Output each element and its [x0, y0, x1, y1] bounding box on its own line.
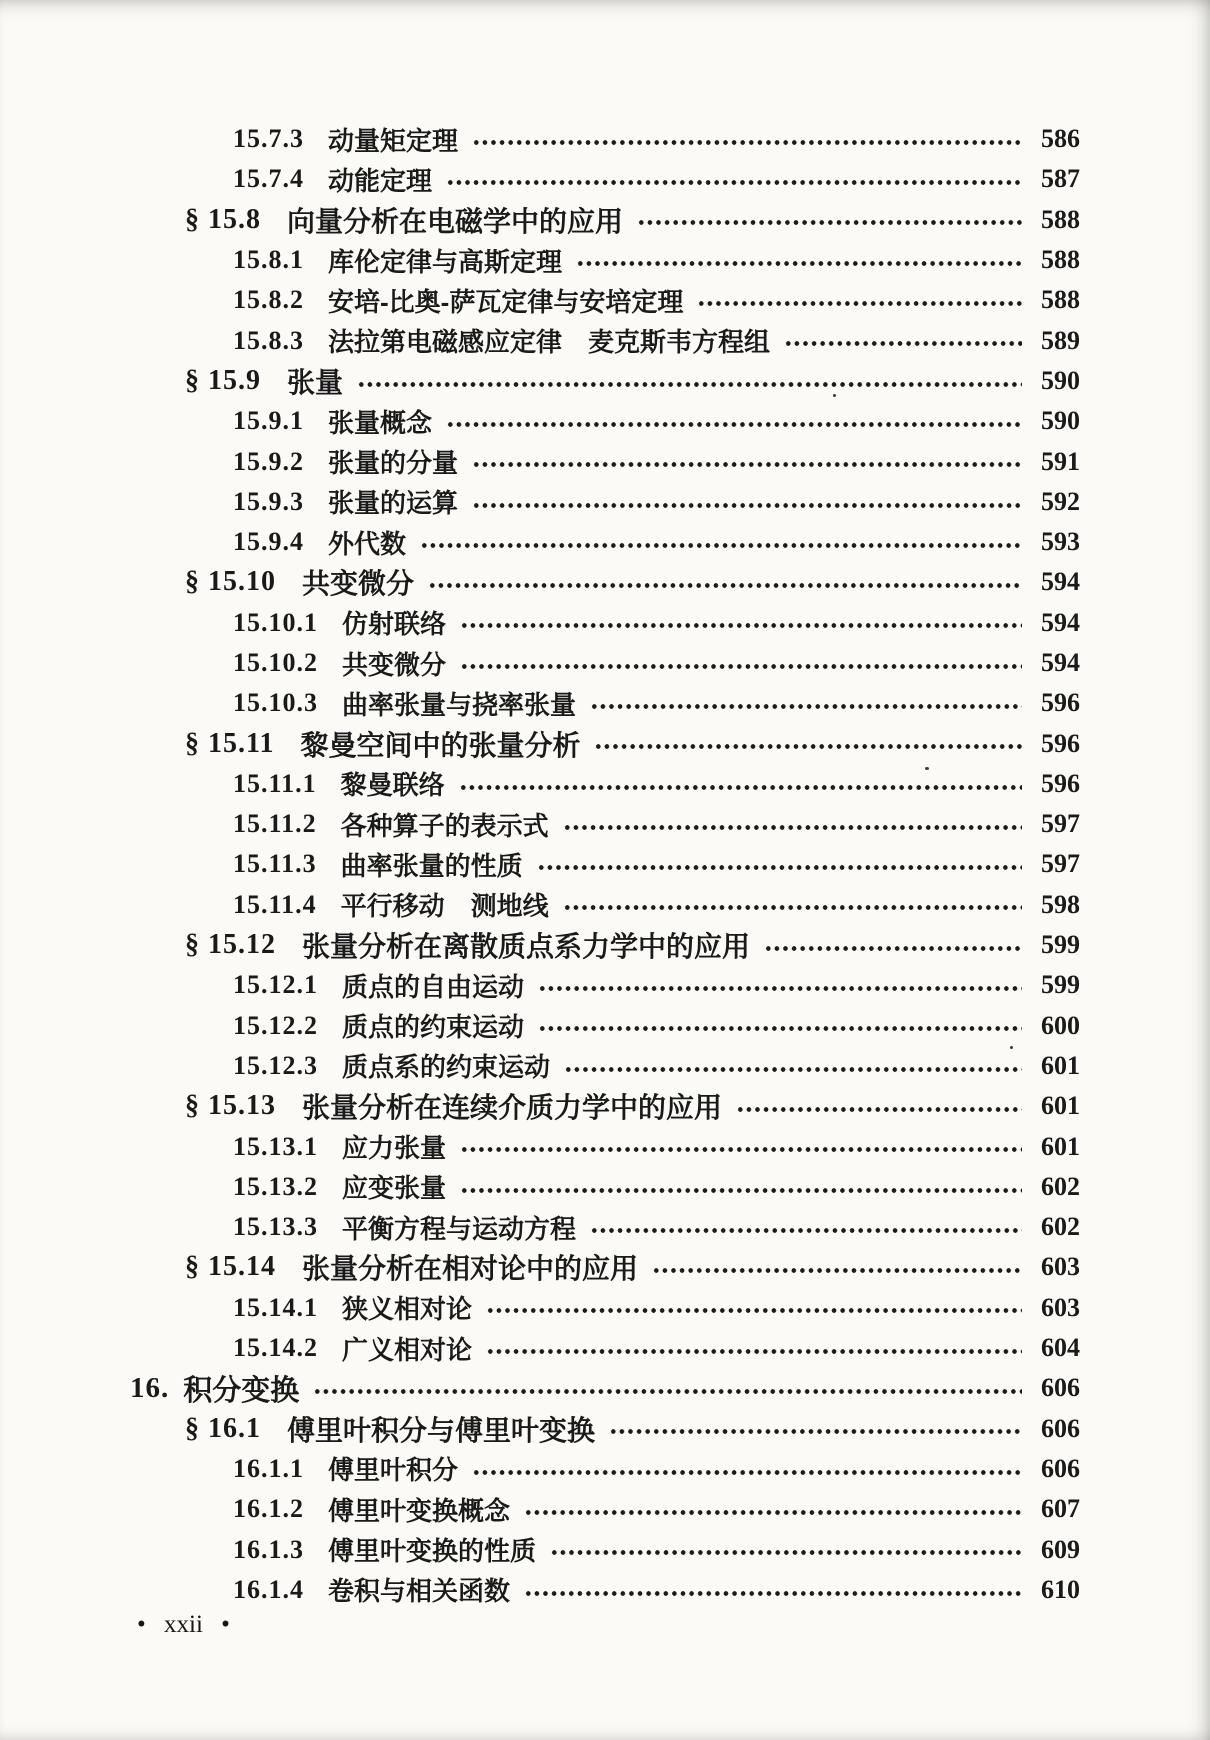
toc-entry — [0, 603, 1210, 643]
toc-entry-title: 傅里叶积分 — [328, 1455, 459, 1486]
toc-entry-page: 588 — [1041, 285, 1080, 315]
toc-entry — [0, 1247, 1210, 1287]
toc-entry-number: 15.14.1 — [233, 1292, 318, 1322]
toc-entry — [0, 1126, 1210, 1166]
toc-entry-number: 15.9.4 — [233, 527, 304, 557]
toc-entry-number: 15.11.4 — [233, 889, 317, 919]
toc-entry-number: 16.1.3 — [233, 1534, 304, 1564]
dot-leader — [563, 885, 1022, 925]
toc-entry-page: 606 — [1041, 1413, 1080, 1443]
toc-entry-page: 592 — [1041, 486, 1080, 516]
dot-leader — [486, 1328, 1022, 1368]
toc-entry — [0, 482, 1210, 522]
toc-entry — [0, 683, 1210, 723]
dot-leader — [697, 280, 1022, 320]
toc-entry-number: § 15.14 — [185, 1251, 276, 1283]
toc-entry-title: 张量的分量 — [328, 448, 459, 479]
toc-entry — [0, 643, 1210, 683]
toc-entry-page: 606 — [1041, 1373, 1080, 1403]
toc-entry-number: § 15.13 — [185, 1090, 276, 1122]
dot-leader — [472, 482, 1022, 522]
dot-leader — [428, 562, 1022, 602]
dot-leader — [538, 1006, 1022, 1046]
toc-entry-title: 平行移动 测地线 — [340, 891, 549, 922]
toc-entry-page: 597 — [1041, 809, 1080, 839]
toc-entry-title: 平衡方程与运动方程 — [342, 1213, 577, 1244]
toc-entry — [0, 764, 1210, 804]
toc-entry-number: 15.10.3 — [233, 688, 318, 718]
toc-entry — [0, 200, 1210, 240]
toc-entry-number: 15.10.2 — [233, 648, 318, 677]
toc-entry-number: 15.8.1 — [233, 245, 304, 275]
toc-entry-number: 15.11.2 — [233, 809, 317, 839]
toc-entry-page: 593 — [1041, 527, 1080, 557]
page-number-footer: • xxii • — [137, 1611, 230, 1638]
toc-entry-page: 590 — [1041, 365, 1080, 395]
toc-entry-number: § 16.1 — [185, 1412, 261, 1444]
toc-entry-title: 张量分析在相对论中的应用 — [302, 1253, 639, 1285]
toc-entry-page: 606 — [1041, 1453, 1080, 1483]
toc-entry-title: 库伦定律与高斯定理 — [328, 246, 563, 277]
toc-entry-number: 15.12.3 — [233, 1050, 318, 1080]
toc-entry-number: § 15.8 — [185, 203, 261, 235]
toc-entry — [0, 240, 1210, 280]
dot-leader — [538, 965, 1022, 1005]
toc-entry — [0, 1449, 1210, 1489]
toc-entry-number: 15.11.1 — [233, 768, 317, 798]
toc-entry-page: 599 — [1041, 930, 1080, 960]
toc-entry-title: 张量 — [287, 366, 344, 398]
toc-entry-number: 15.7.4 — [233, 164, 304, 194]
toc-entry-number: 16. — [130, 1371, 170, 1404]
toc-entry-title: 卷积与相关函数 — [328, 1576, 511, 1607]
toc-entry-title: 共变微分 — [302, 568, 415, 600]
toc-entry — [0, 885, 1210, 925]
toc-entry-title: 傅里叶变换概念 — [328, 1495, 511, 1526]
toc-entry-page: 596 — [1041, 688, 1080, 718]
toc-entry — [0, 1006, 1210, 1046]
dot-leader — [357, 361, 1022, 401]
dot-leader — [460, 1126, 1022, 1166]
dot-leader — [563, 804, 1022, 844]
toc-entry-number: 15.8.3 — [233, 325, 304, 355]
toc-entry-title: 应变张量 — [342, 1173, 447, 1204]
toc-entry-page: 594 — [1041, 648, 1080, 677]
toc-entry-title: 法拉第电磁感应定律 麦克斯韦方程组 — [328, 327, 771, 358]
dot-leader — [537, 844, 1022, 884]
scan-speck — [1010, 1046, 1013, 1049]
toc-entry-title: 张量的运算 — [328, 488, 459, 519]
dot-leader — [446, 159, 1022, 199]
toc-entry-title: 曲率张量的性质 — [340, 850, 523, 881]
toc-entry-page: 589 — [1041, 325, 1080, 355]
toc-entry-number: 15.12.1 — [233, 970, 318, 1000]
toc-entry-number: 15.9.3 — [233, 486, 304, 516]
toc-entry-number: 15.7.3 — [233, 124, 304, 154]
scan-speck — [925, 767, 929, 770]
toc-entry-number: 15.8.2 — [233, 285, 304, 315]
toc-entry-page: 602 — [1041, 1171, 1080, 1201]
toc-entry-page: 597 — [1041, 849, 1080, 879]
toc-entry-page: 604 — [1041, 1333, 1080, 1363]
toc-entry-title: 质点的自由运动 — [342, 971, 525, 1002]
toc-entry-title: 狭义相对论 — [342, 1294, 473, 1325]
toc-entry-page: 599 — [1041, 970, 1080, 1000]
toc-entry-page: 601 — [1041, 1091, 1080, 1121]
toc-entry — [0, 1409, 1210, 1449]
toc-entry-page: 587 — [1041, 164, 1080, 194]
dot-leader — [460, 643, 1022, 683]
toc-entry-number: § 15.11 — [185, 727, 275, 759]
toc-entry-page: 600 — [1041, 1010, 1080, 1040]
toc-entry-title: 仿射联络 — [342, 609, 447, 640]
toc-entry-number: § 15.12 — [185, 929, 276, 961]
toc-entry — [0, 925, 1210, 965]
toc-entry — [0, 401, 1210, 441]
dot-leader — [313, 1368, 1022, 1408]
dot-leader — [550, 1529, 1022, 1569]
dot-leader — [472, 441, 1022, 481]
dot-leader — [420, 522, 1022, 562]
toc-entry-page: 609 — [1041, 1534, 1080, 1564]
toc-entry-page: 610 — [1041, 1574, 1080, 1604]
toc-entry-number: 15.12.2 — [233, 1010, 318, 1040]
toc-entry-page: 596 — [1041, 768, 1080, 798]
toc-entry-title: 各种算子的表示式 — [340, 810, 549, 841]
toc-entry-page: 603 — [1041, 1292, 1080, 1322]
dot-leader — [460, 603, 1022, 643]
toc-entry-page: 602 — [1041, 1212, 1080, 1242]
toc-entry — [0, 1167, 1210, 1207]
toc-entry — [0, 804, 1210, 844]
toc-entry-title: 质点的约束运动 — [342, 1012, 525, 1043]
toc-entry-number: 15.13.3 — [233, 1212, 318, 1242]
toc-entry-title: 积分变换 — [183, 1374, 300, 1407]
toc-entry-title: 质点系的约束运动 — [342, 1052, 551, 1083]
toc-entry-page: 607 — [1041, 1494, 1080, 1524]
dot-leader — [609, 1409, 1022, 1449]
toc-entry-title: 动量矩定理 — [328, 125, 459, 156]
dot-leader — [652, 1247, 1022, 1287]
dot-leader — [459, 764, 1022, 804]
toc-entry-number: 15.10.1 — [233, 607, 318, 637]
toc-entry — [0, 1086, 1210, 1126]
toc-entry-number: § 15.10 — [185, 566, 276, 598]
toc-entry-page: 596 — [1041, 728, 1080, 758]
dot-leader — [576, 240, 1022, 280]
toc-entry-title: 广义相对论 — [342, 1334, 473, 1365]
toc-entry-number: § 15.9 — [185, 364, 261, 396]
dot-leader — [564, 1046, 1022, 1086]
dot-leader — [590, 683, 1022, 723]
toc-entry-title: 向量分析在电磁学中的应用 — [287, 205, 624, 237]
toc-entry — [0, 361, 1210, 401]
toc-entry-number: 15.14.2 — [233, 1333, 318, 1363]
dot-leader — [460, 1167, 1022, 1207]
toc-entry-title: 共变微分 — [342, 649, 447, 680]
dot-leader — [736, 1086, 1022, 1126]
toc-entry-title: 张量分析在离散质点系力学中的应用 — [302, 931, 751, 963]
toc-entry-title: 张量分析在连续介质力学中的应用 — [302, 1092, 723, 1124]
toc-entry-page: 588 — [1041, 204, 1080, 234]
table-of-contents — [0, 119, 1210, 1610]
toc-entry-number: 15.9.2 — [233, 446, 304, 476]
toc-entry — [0, 1570, 1210, 1610]
toc-entry — [0, 1046, 1210, 1086]
toc-entry-page: 588 — [1041, 245, 1080, 275]
toc-entry-number: 16.1.1 — [233, 1453, 304, 1483]
dot-leader — [446, 401, 1022, 441]
dot-leader — [590, 1207, 1022, 1247]
toc-entry-title: 安培-比奥-萨瓦定律与安培定理 — [328, 286, 684, 317]
dot-leader — [472, 1449, 1022, 1489]
toc-entry-title: 黎曼空间中的张量分析 — [300, 729, 581, 761]
toc-entry-page: 601 — [1041, 1131, 1080, 1161]
toc-entry — [0, 159, 1210, 199]
toc-entry-page: 591 — [1041, 446, 1080, 476]
dot-leader — [637, 200, 1022, 240]
toc-entry — [0, 441, 1210, 481]
dot-leader — [472, 119, 1022, 159]
toc-entry — [0, 562, 1210, 602]
dot-leader — [486, 1288, 1022, 1328]
toc-entry-title: 傅里叶变换的性质 — [328, 1536, 537, 1567]
toc-entry-title: 应力张量 — [342, 1133, 447, 1164]
toc-entry — [0, 1489, 1210, 1529]
toc-entry — [0, 1529, 1210, 1569]
scan-speck — [833, 394, 836, 397]
toc-entry — [0, 965, 1210, 1005]
toc-entry-page: 598 — [1041, 889, 1080, 919]
toc-entry — [0, 280, 1210, 320]
toc-entry — [0, 522, 1210, 562]
toc-entry — [0, 320, 1210, 360]
toc-entry-title: 外代数 — [328, 528, 407, 559]
dot-leader — [784, 320, 1022, 360]
toc-entry-number: 15.11.3 — [233, 849, 317, 879]
toc-entry — [0, 119, 1210, 159]
toc-entry-number: 16.1.4 — [233, 1574, 304, 1604]
toc-entry-title: 动能定理 — [328, 165, 433, 196]
toc-entry — [0, 1368, 1210, 1408]
toc-entry — [0, 1207, 1210, 1247]
dot-leader — [524, 1570, 1022, 1610]
toc-entry-number: 15.9.1 — [233, 406, 304, 436]
toc-entry-number: 15.13.1 — [233, 1131, 318, 1161]
toc-entry-title: 黎曼联络 — [340, 770, 445, 801]
toc-entry-page: 594 — [1041, 607, 1080, 637]
toc-entry — [0, 844, 1210, 884]
toc-entry-number: 15.13.2 — [233, 1171, 318, 1201]
toc-entry-title: 傅里叶积分与傅里叶变换 — [287, 1414, 596, 1446]
toc-entry-title: 张量概念 — [328, 407, 433, 438]
toc-entry-page: 603 — [1041, 1252, 1080, 1282]
toc-entry-number: 16.1.2 — [233, 1494, 304, 1524]
toc-entry — [0, 1328, 1210, 1368]
toc-entry-title: 曲率张量与挠率张量 — [342, 689, 577, 720]
dot-leader — [594, 723, 1022, 763]
toc-entry-page: 601 — [1041, 1050, 1080, 1080]
toc-entry — [0, 1288, 1210, 1328]
toc-entry — [0, 723, 1210, 763]
dot-leader — [764, 925, 1022, 965]
toc-entry-page: 594 — [1041, 567, 1080, 597]
dot-leader — [524, 1489, 1022, 1529]
toc-entry-page: 586 — [1041, 124, 1080, 154]
toc-entry-page: 590 — [1041, 406, 1080, 436]
